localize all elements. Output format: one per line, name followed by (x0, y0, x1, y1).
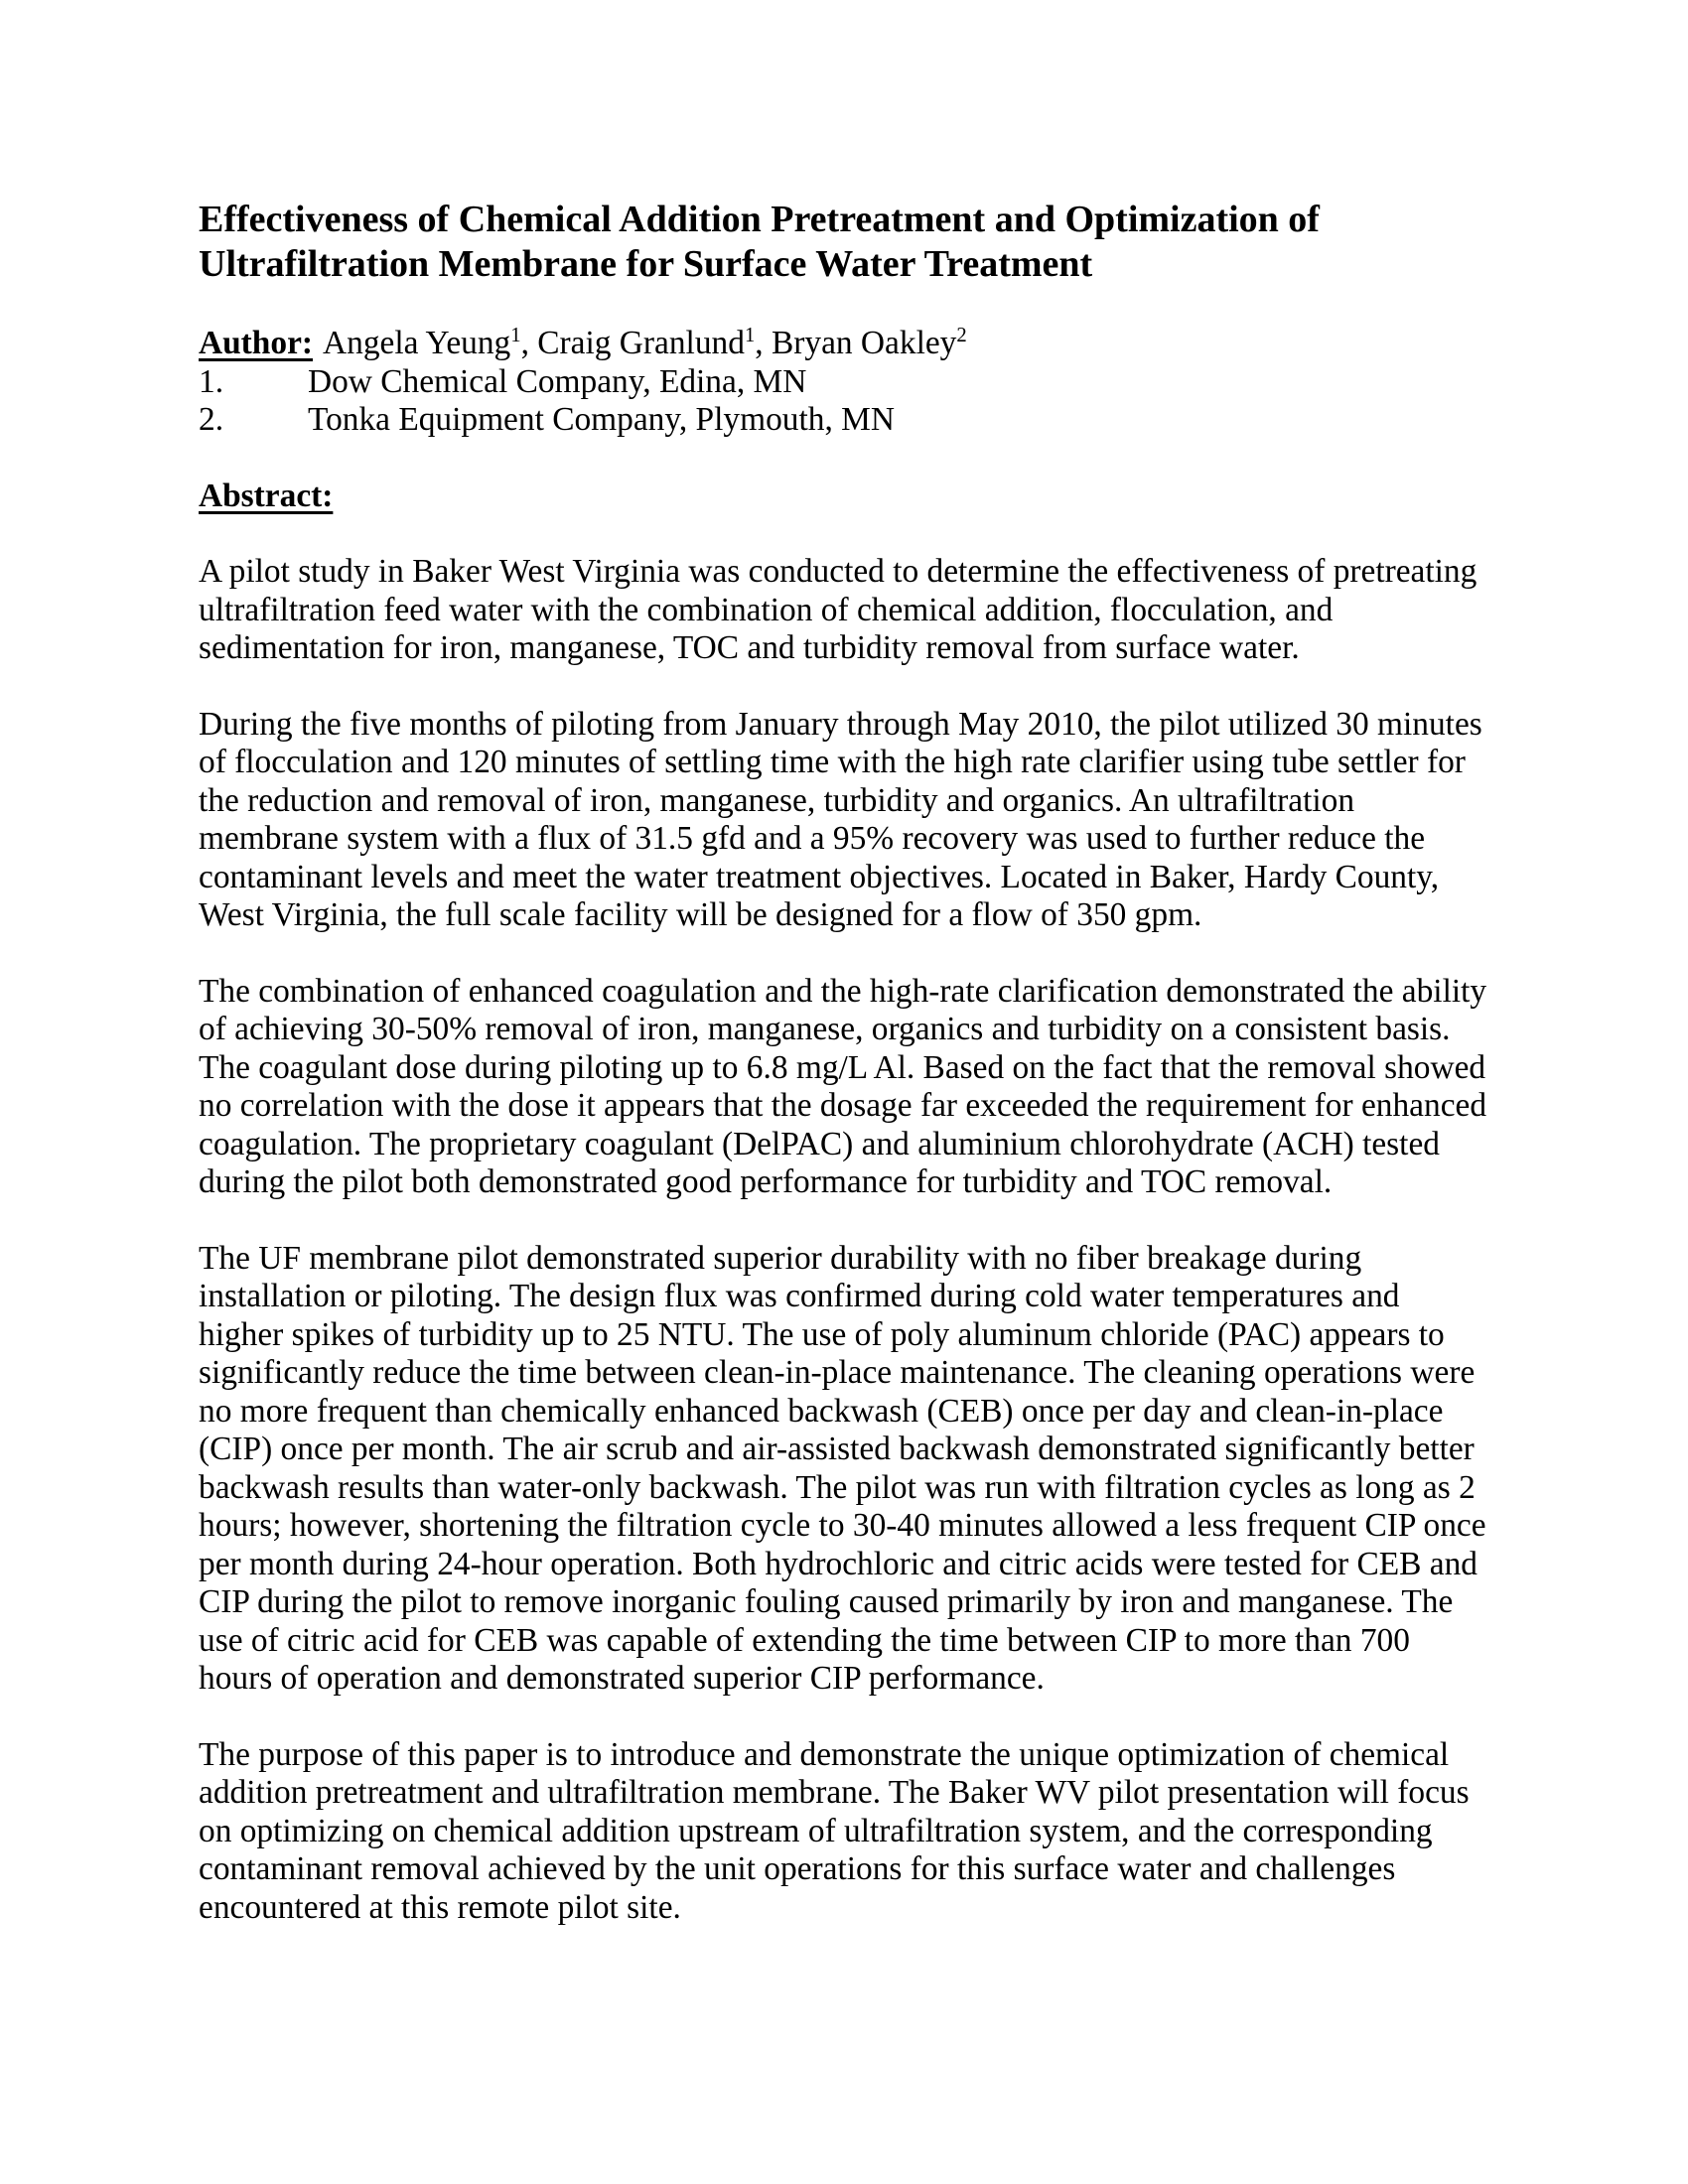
author-affiliation-marker: 1 (510, 324, 521, 346)
document-title (199, 198, 1489, 287)
author-name: Angela Yeung (323, 325, 511, 361)
author-affiliation-marker: 2 (956, 324, 967, 346)
author-name: Bryan Oakley (771, 325, 957, 361)
document-title-line-2: Ultrafiltration Membrane for Surface Water Treatment (199, 243, 1093, 285)
affiliation-number: 1. (199, 362, 224, 400)
author-separator: , (755, 325, 772, 361)
affiliation-row (199, 363, 1489, 402)
document-title-line-1: Effectiveness of Chemical Addition Pretreatment and Optimization of (199, 199, 1320, 240)
author-line (199, 325, 1489, 363)
author-affiliation-marker: 1 (744, 324, 756, 346)
abstract-body (199, 553, 1489, 1927)
affiliation-number: 2. (199, 401, 224, 438)
abstract-paragraph-5: The purpose of this paper is to introduce and demonstrate the unique optimization of chemical addition pretreatment and ultrafiltration membrane. The Baker WV pilot presentation will focus on optimizing on chemical addition upstream of ultrafiltration system, and the corresponding contaminant removal achieved by the unit operations for this surface water and challenges encountered at this remote pilot site. (199, 1735, 1470, 1926)
abstract-paragraph-1: A pilot study in Baker West Virginia was conducted to determine the effectiveness of pretreating ultrafiltration feed water with the combination of chemical addition, flocculation, and sedimentation for iron, manganese, TOC and turbidity removal from surface water. (199, 553, 1477, 666)
affiliation-text: Tonka Equipment Company, Plymouth, MN (308, 401, 895, 438)
affiliation-row (199, 401, 1489, 440)
author-label: Author: (199, 325, 314, 361)
abstract-paragraph-4: The UF membrane pilot demonstrated superior durability with no fiber breakage during installation or piloting. The design flux was confirmed during cold water temperatures and higher spikes of turbidity up to 25 NTU. The use of poly aluminum chloride (PAC) appears to significantly reduce the time between clean-in-place maintenance. The cleaning operations were no more frequent than chemically enhanced backwash (CEB) once per day and clean-in-place (CIP) once per month. The air scrub and air-assisted backwash demonstrated significantly better backwash results than water-only backwash. The pilot was run with filtration cycles as long as 2 hours; however, shortening the filtration cycle to 30-40 minutes allowed a less frequent CIP once per month during 24-hour operation. Both hydrochloric and citric acids were tested for CEB and CIP during the pilot to remove inorganic fouling caused primarily by iron and manganese. The use of citric acid for CEB was capable of extending the time between CIP to more than 700 hours of operation and demonstrated superior CIP performance. (199, 1239, 1486, 1697)
abstract-heading: Abstract: (199, 477, 334, 514)
author-block (199, 325, 1489, 440)
affiliation-text: Dow Chemical Company, Edina, MN (308, 362, 807, 400)
author-separator: , (520, 325, 538, 361)
abstract-paragraph-2: During the five months of piloting from January through May 2010, the pilot utilized 30 minutes of flocculation and 120 minutes of settling time with the high rate clarifier using tube settler for the reduction and removal of iron, manganese, turbidity and organics. An ultrafiltration membrane system with a flux of 31.5 gfd and a 95% recovery was used to further reduce the contaminant levels and meet the water treatment objectives. Located in Baker, Hardy County, West Virginia, the full scale facility will be designed for a flow of 350 gpm. (199, 705, 1482, 933)
abstract-paragraph-3: The combination of enhanced coagulation and the high-rate clarification demonstrated the ability of achieving 30-50% removal of iron, manganese, organics and turbidity on a consistent basis. The coagulant dose during piloting up to 6.8 mg/L Al. Based on the fact that the removal showed no correlation with the dose it appears that the dosage far exceeded the requirement for enhanced coagulation. The proprietary coagulant (DelPAC) and aluminium chlorohydrate (ACH) tested during the pilot both demonstrated good performance for turbidity and TOC removal. (199, 972, 1487, 1200)
author-name: Craig Granlund (537, 325, 745, 361)
